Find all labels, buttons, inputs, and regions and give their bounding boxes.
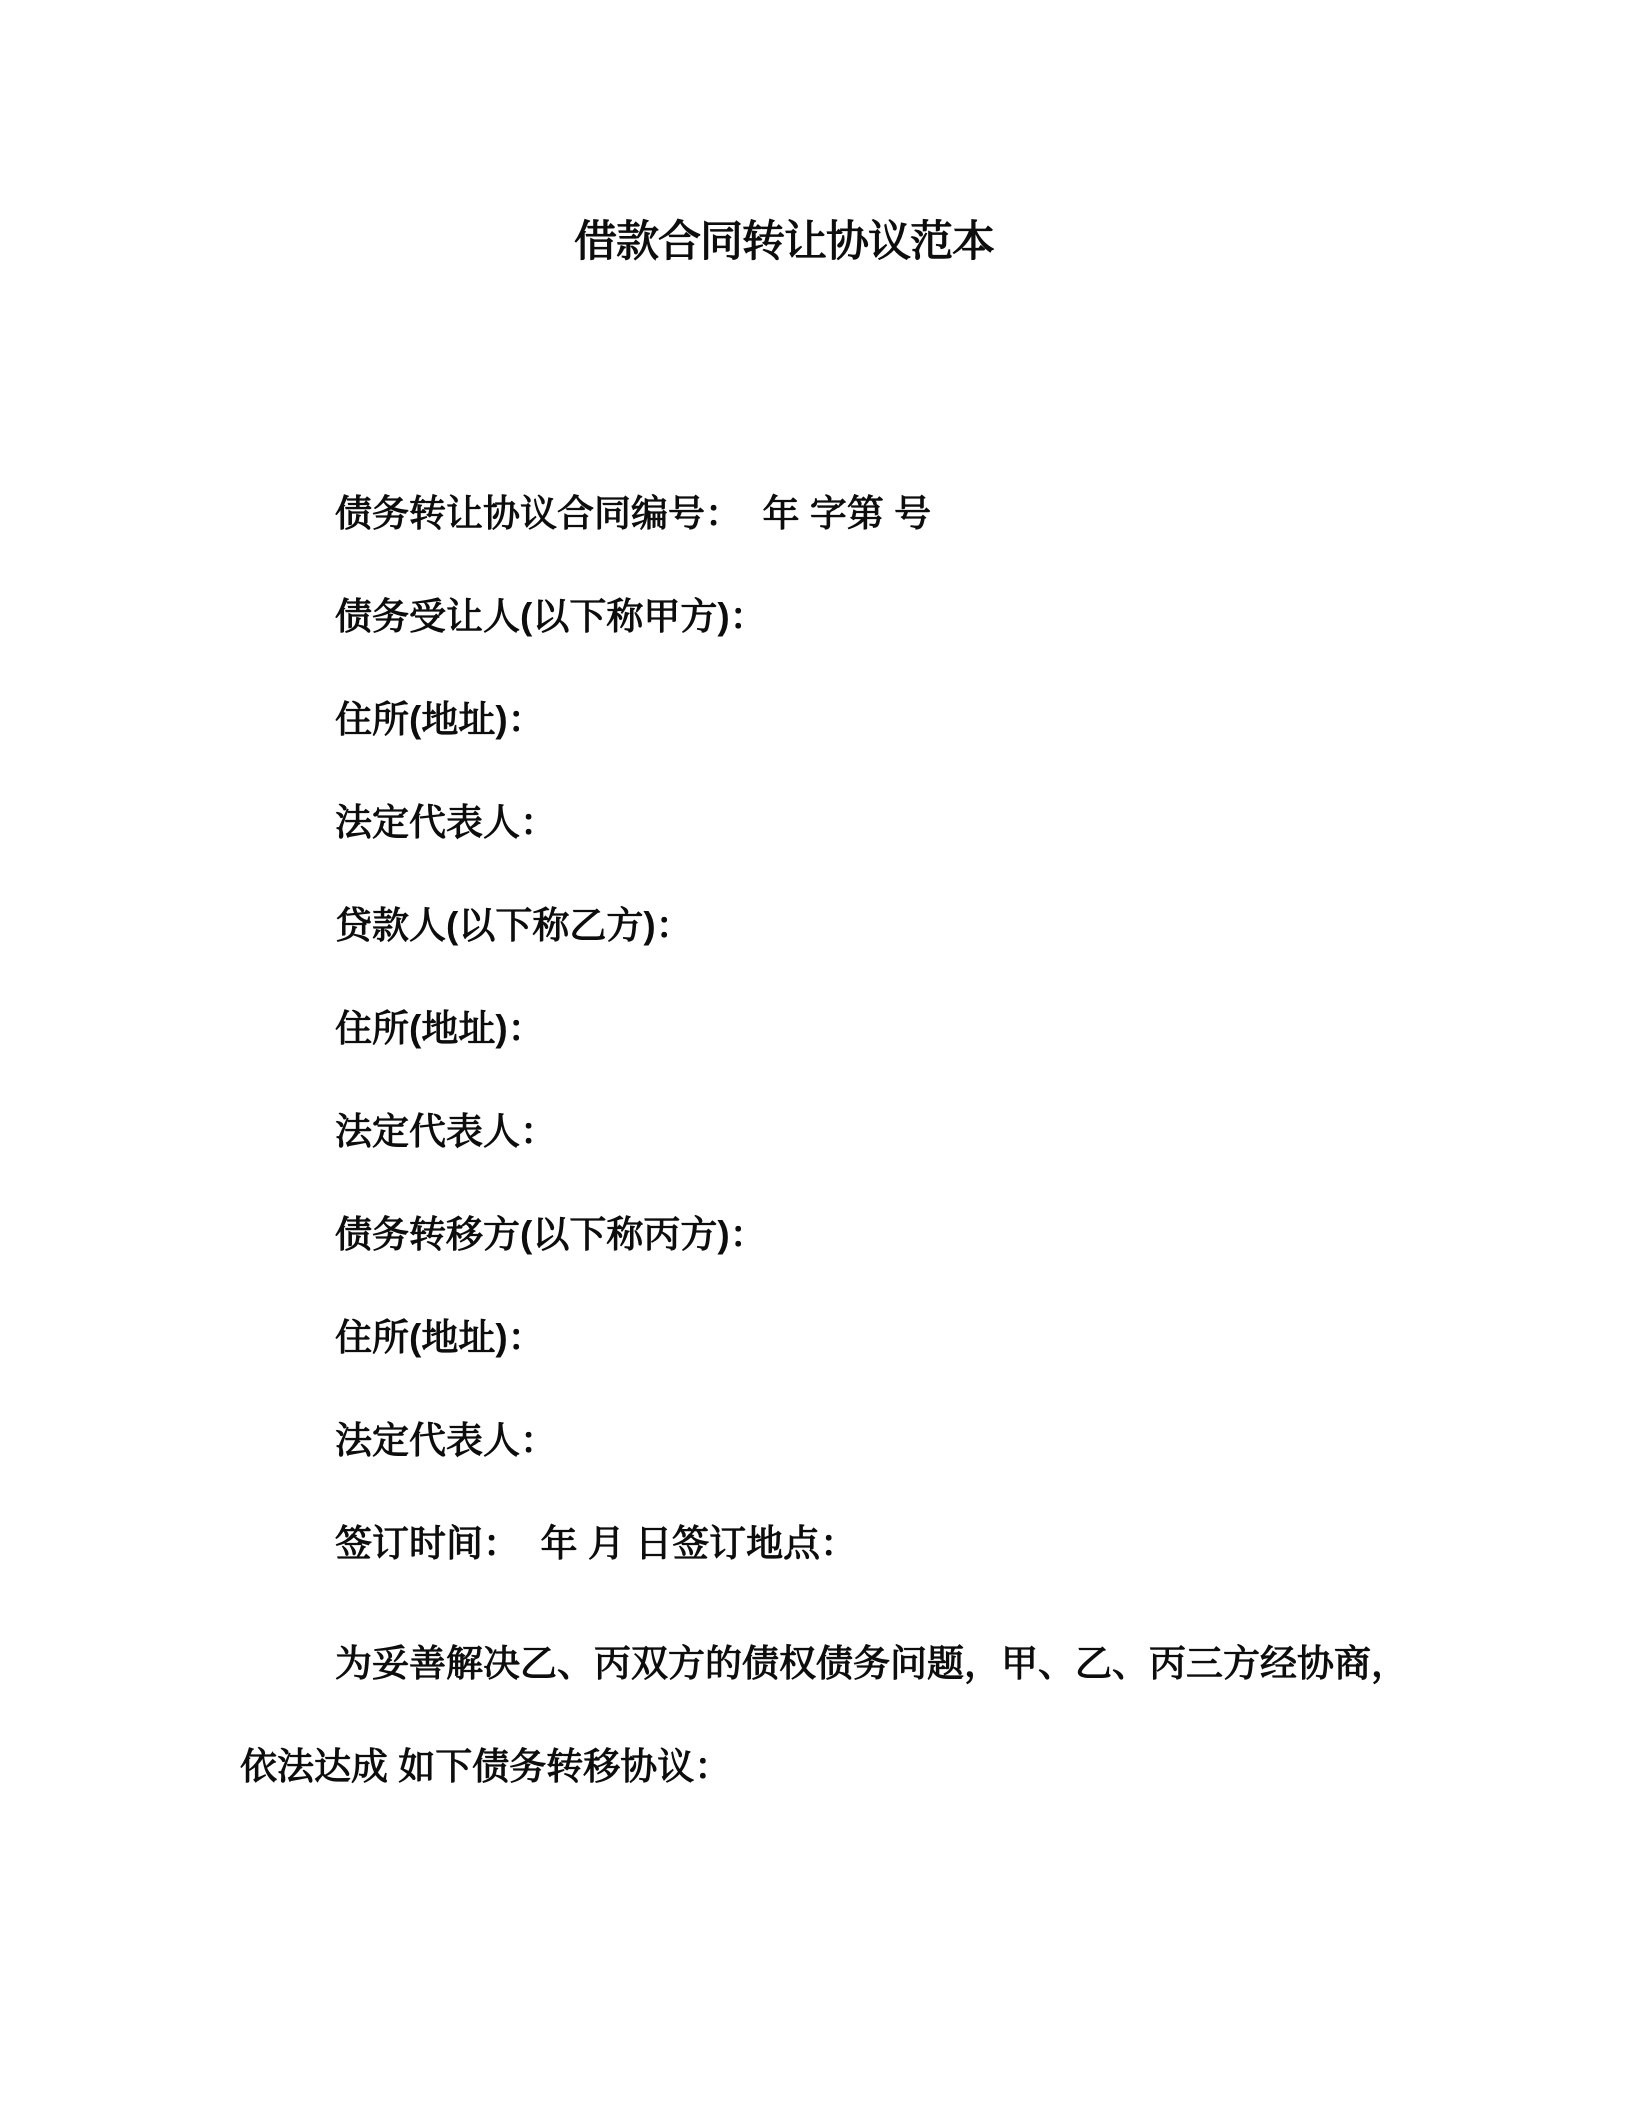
document-title: 借款合同转让协议范本 (574, 218, 994, 266)
contract-line-contract-number: 债务转让协议合同编号： 年 字第 号 (335, 493, 932, 534)
contract-line-address-b: 住所(地址)： (335, 1008, 545, 1049)
contract-line-address-a: 住所(地址)： (335, 699, 545, 740)
contract-line-legal-rep-c: 法定代表人： (335, 1420, 557, 1461)
contract-line-legal-rep-b: 法定代表人： (335, 1111, 557, 1152)
contract-line-legal-rep-a: 法定代表人： (335, 802, 557, 843)
closing-paragraph-line-2: 依法达成 如下债务转移协议： (240, 1746, 732, 1787)
document-body (240, 462, 1442, 1818)
contract-line-debt-assignee: 债务受让人(以下称甲方)： (335, 596, 767, 637)
closing-paragraph-line-1: 为妥善解决乙、丙双方的债权债务问题，甲、乙、丙三方经协商， (335, 1643, 1408, 1684)
contract-line-debt-transferor: 债务转移方(以下称丙方)： (335, 1214, 767, 1255)
contract-line-address-c: 住所(地址)： (335, 1317, 545, 1358)
closing-paragraph (240, 1612, 1442, 1818)
contract-line-lender: 贷款人(以下称乙方)： (335, 905, 693, 946)
contract-line-signing-time-place: 签订时间： 年 月 日签订地点： (335, 1523, 858, 1564)
